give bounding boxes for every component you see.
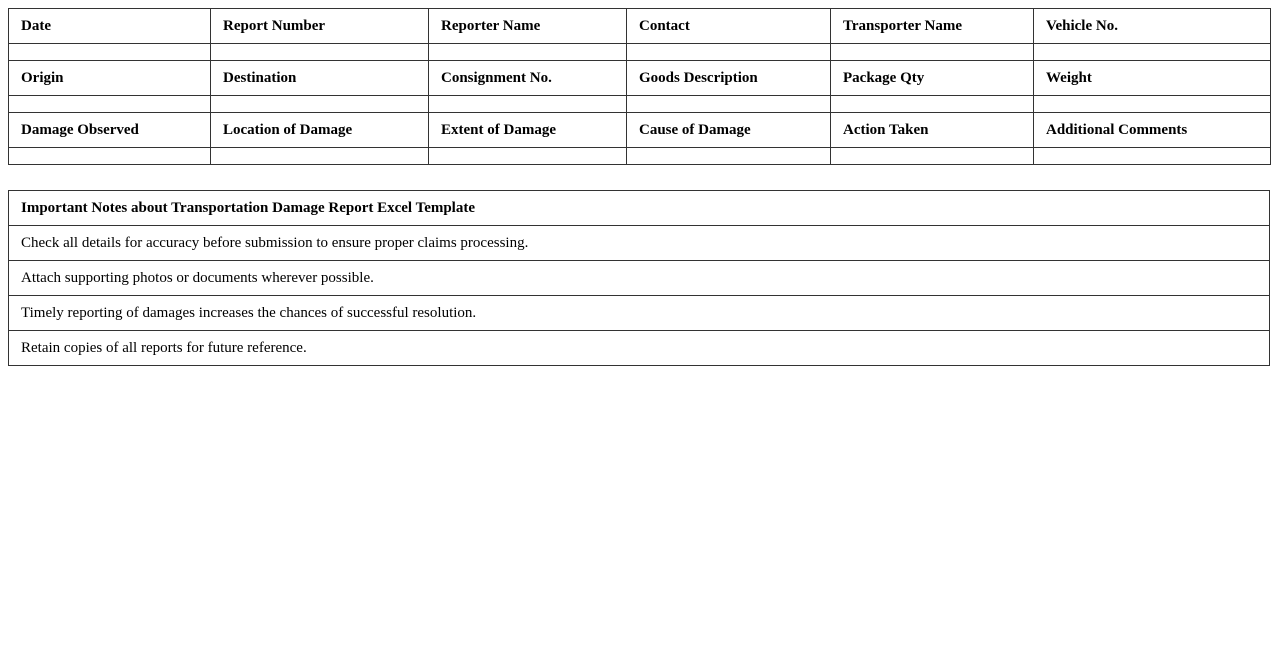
extent-of-damage-input[interactable] [429,148,627,165]
field-label: Reporter Name [429,9,627,44]
date-input[interactable] [9,44,211,61]
goods-description-input[interactable] [627,96,831,113]
form-label-row [9,113,1271,148]
form-input-row [9,44,1271,61]
form-input-row [9,96,1271,113]
note-item: Attach supporting photos or documents wherever possible. [9,261,1270,296]
field-label: Vehicle No. [1034,9,1271,44]
location-of-damage-input[interactable] [211,148,429,165]
notes-title: Important Notes about Transportation Damage Report Excel Template [9,191,1270,226]
form-input-row [9,148,1271,165]
form-label-row [9,9,1271,44]
reporter-name-input[interactable] [429,44,627,61]
weight-input[interactable] [1034,96,1271,113]
report-page [8,8,1270,366]
field-label: Transporter Name [831,9,1034,44]
field-label: Package Qty [831,61,1034,96]
destination-input[interactable] [211,96,429,113]
consignment-no-input[interactable] [429,96,627,113]
field-label: Weight [1034,61,1271,96]
action-taken-input[interactable] [831,148,1034,165]
vehicle-no-input[interactable] [1034,44,1271,61]
field-label: Additional Comments [1034,113,1271,148]
contact-input[interactable] [627,44,831,61]
field-label: Origin [9,61,211,96]
additional-comments-input[interactable] [1034,148,1271,165]
field-label: Action Taken [831,113,1034,148]
field-label: Contact [627,9,831,44]
damage-report-form [8,8,1271,165]
field-label: Date [9,9,211,44]
report-number-input[interactable] [211,44,429,61]
field-label: Destination [211,61,429,96]
field-label: Location of Damage [211,113,429,148]
field-label: Report Number [211,9,429,44]
damage-observed-input[interactable] [9,148,211,165]
origin-input[interactable] [9,96,211,113]
form-label-row [9,61,1271,96]
field-label: Consignment No. [429,61,627,96]
field-label: Extent of Damage [429,113,627,148]
field-label: Damage Observed [9,113,211,148]
transporter-name-input[interactable] [831,44,1034,61]
note-item: Timely reporting of damages increases the chances of successful resolution. [9,296,1270,331]
cause-of-damage-input[interactable] [627,148,831,165]
notes-table [8,190,1270,366]
note-item: Check all details for accuracy before submission to ensure proper claims processing. [9,226,1270,261]
note-item: Retain copies of all reports for future reference. [9,331,1270,366]
field-label: Goods Description [627,61,831,96]
package-qty-input[interactable] [831,96,1034,113]
field-label: Cause of Damage [627,113,831,148]
